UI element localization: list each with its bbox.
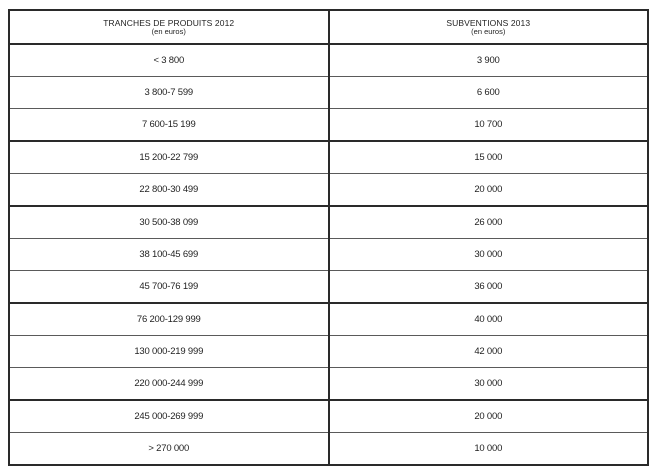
- header-tranches-title: TRANCHES DE PRODUITS 2012: [103, 17, 235, 28]
- subvention-cell: 30 000: [329, 368, 649, 401]
- header-subventions: [329, 10, 649, 44]
- table-row: [9, 433, 648, 466]
- header-subventions-unit: (en euros): [471, 26, 506, 36]
- tranche-cell: 3 800-7 599: [9, 77, 329, 109]
- tranche-cell: 45 700-76 199: [9, 271, 329, 304]
- table-row: [9, 141, 648, 174]
- table-row: [9, 271, 648, 304]
- tranche-cell: 7 600-15 199: [9, 109, 329, 142]
- tranche-cell: 38 100-45 699: [9, 239, 329, 271]
- tranche-cell: 15 200-22 799: [9, 141, 329, 174]
- subvention-cell: 10 000: [329, 433, 649, 466]
- header-subventions-title: SUBVENTIONS 2013: [446, 17, 531, 28]
- subvention-cell: 6 600: [329, 77, 649, 109]
- tranche-cell: 130 000-219 999: [9, 336, 329, 368]
- tranche-cell: < 3 800: [9, 44, 329, 77]
- table-row: [9, 336, 648, 368]
- subvention-cell: 40 000: [329, 303, 649, 336]
- table-row: [9, 44, 648, 77]
- subvention-cell: 10 700: [329, 109, 649, 142]
- subvention-cell: 36 000: [329, 271, 649, 304]
- tranche-cell: 30 500-38 099: [9, 206, 329, 239]
- table-row: [9, 109, 648, 142]
- table-header-row: [9, 10, 648, 44]
- tranche-cell: 76 200-129 999: [9, 303, 329, 336]
- table-row: [9, 239, 648, 271]
- tranche-cell: 22 800-30 499: [9, 174, 329, 207]
- tranche-cell: 220 000-244 999: [9, 368, 329, 401]
- subvention-cell: 3 900: [329, 44, 649, 77]
- table-row: [9, 303, 648, 336]
- table-row: [9, 206, 648, 239]
- subvention-cell: 20 000: [329, 174, 649, 207]
- tranche-cell: > 270 000: [9, 433, 329, 466]
- table-row: [9, 400, 648, 433]
- table-row: [9, 77, 648, 109]
- subvention-cell: 20 000: [329, 400, 649, 433]
- subvention-cell: 30 000: [329, 239, 649, 271]
- table-row: [9, 174, 648, 207]
- subvention-cell: 26 000: [329, 206, 649, 239]
- table-row: [9, 368, 648, 401]
- subvention-cell: 42 000: [329, 336, 649, 368]
- subvention-cell: 15 000: [329, 141, 649, 174]
- header-tranches: [9, 10, 329, 44]
- tranche-cell: 245 000-269 999: [9, 400, 329, 433]
- header-tranches-unit: (en euros): [151, 26, 186, 36]
- subventions-table: [8, 9, 649, 466]
